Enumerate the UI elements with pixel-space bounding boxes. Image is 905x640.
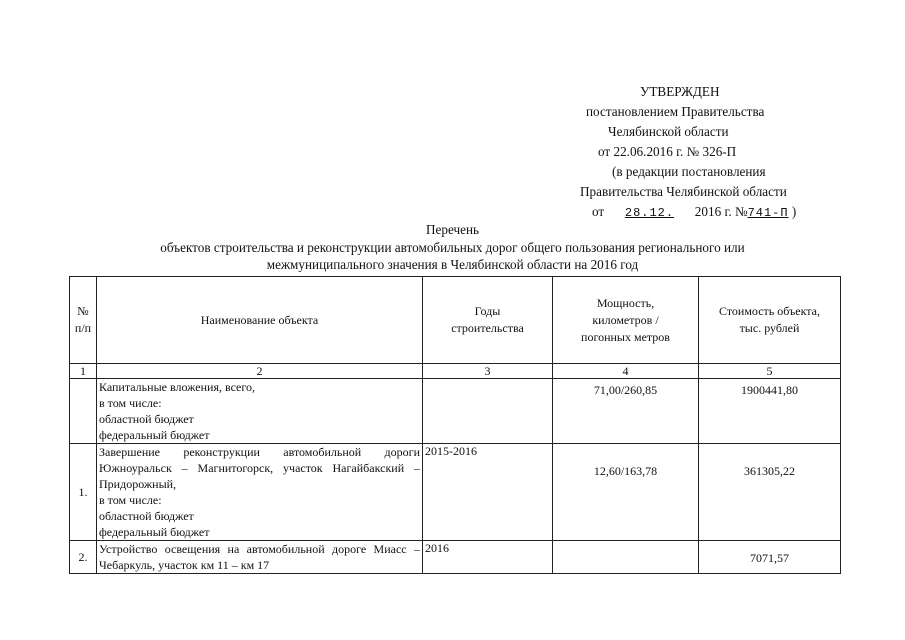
table-header-row bbox=[70, 277, 841, 364]
approval-line: от 22.06.2016 г. № 326-П bbox=[598, 144, 737, 159]
header-name: Наименование объекта bbox=[97, 277, 423, 364]
heading-title: Перечень bbox=[425, 222, 480, 237]
row-name: Завершение реконструкции автомобильной дороги Южноуральск – Магнитогорск, участок Нагайбакский – Придорожный, в том числе: областной бюджет федеральный бюджет bbox=[97, 444, 423, 541]
column-number: 3 bbox=[423, 364, 553, 379]
table-row bbox=[70, 541, 841, 574]
header-capacity: Мощность, километров / погонных метров bbox=[553, 277, 699, 364]
amendment-number: 741-П bbox=[747, 206, 789, 220]
heading-subtitle: межмуниципального значения в Челябинской области на 2016 год bbox=[266, 257, 639, 272]
row-years bbox=[423, 379, 553, 444]
approval-line: постановлением Правительства bbox=[586, 104, 765, 119]
row-name: Капитальные вложения, всего, в том числе: областной бюджет федеральный бюджет bbox=[97, 379, 423, 444]
objects-table bbox=[69, 276, 841, 574]
amendment-prefix: от bbox=[592, 204, 605, 219]
row-cost: 1900441,80 bbox=[699, 379, 841, 444]
row-num: 2. bbox=[70, 541, 97, 574]
approval-amendment bbox=[540, 202, 840, 223]
row-num: 1. bbox=[70, 444, 97, 541]
document-heading bbox=[0, 221, 905, 274]
column-number: 2 bbox=[97, 364, 423, 379]
column-number: 4 bbox=[553, 364, 699, 379]
approval-block bbox=[540, 82, 840, 223]
header-num: № п/п bbox=[70, 277, 97, 364]
approval-line: (в редакции постановления bbox=[612, 164, 766, 179]
heading-subtitle: объектов строительства и реконструкции автомобильных дорог общего пользования регионального или bbox=[160, 239, 745, 255]
row-capacity: 12,60/163,78 bbox=[553, 444, 699, 541]
approval-line: Правительства Челябинской области bbox=[580, 184, 787, 199]
row-years: 2016 bbox=[423, 541, 553, 574]
row-capacity: 71,00/260,85 bbox=[553, 379, 699, 444]
header-years: Годы строительства bbox=[423, 277, 553, 364]
amendment-date: 28.12. bbox=[624, 206, 675, 220]
column-number: 1 bbox=[70, 364, 97, 379]
row-cost: 361305,22 bbox=[699, 444, 841, 541]
column-number: 5 bbox=[699, 364, 841, 379]
approval-line: Челябинской области bbox=[608, 124, 729, 139]
table-row bbox=[70, 444, 841, 541]
amendment-suffix: ) bbox=[791, 204, 797, 219]
row-capacity bbox=[553, 541, 699, 574]
table-row bbox=[70, 379, 841, 444]
approval-title: УТВЕРЖДЕН bbox=[640, 84, 720, 99]
column-number-row bbox=[70, 364, 841, 379]
row-name: Устройство освещения на автомобильной дороге Миасс – Чебаркуль, участок км 11 – км 17 bbox=[97, 541, 423, 574]
row-num bbox=[70, 379, 97, 444]
amendment-year: 2016 г. № bbox=[694, 204, 748, 219]
header-cost: Стоимость объекта, тыс. рублей bbox=[699, 277, 841, 364]
row-years: 2015-2016 bbox=[423, 444, 553, 541]
row-cost: 7071,57 bbox=[699, 541, 841, 574]
